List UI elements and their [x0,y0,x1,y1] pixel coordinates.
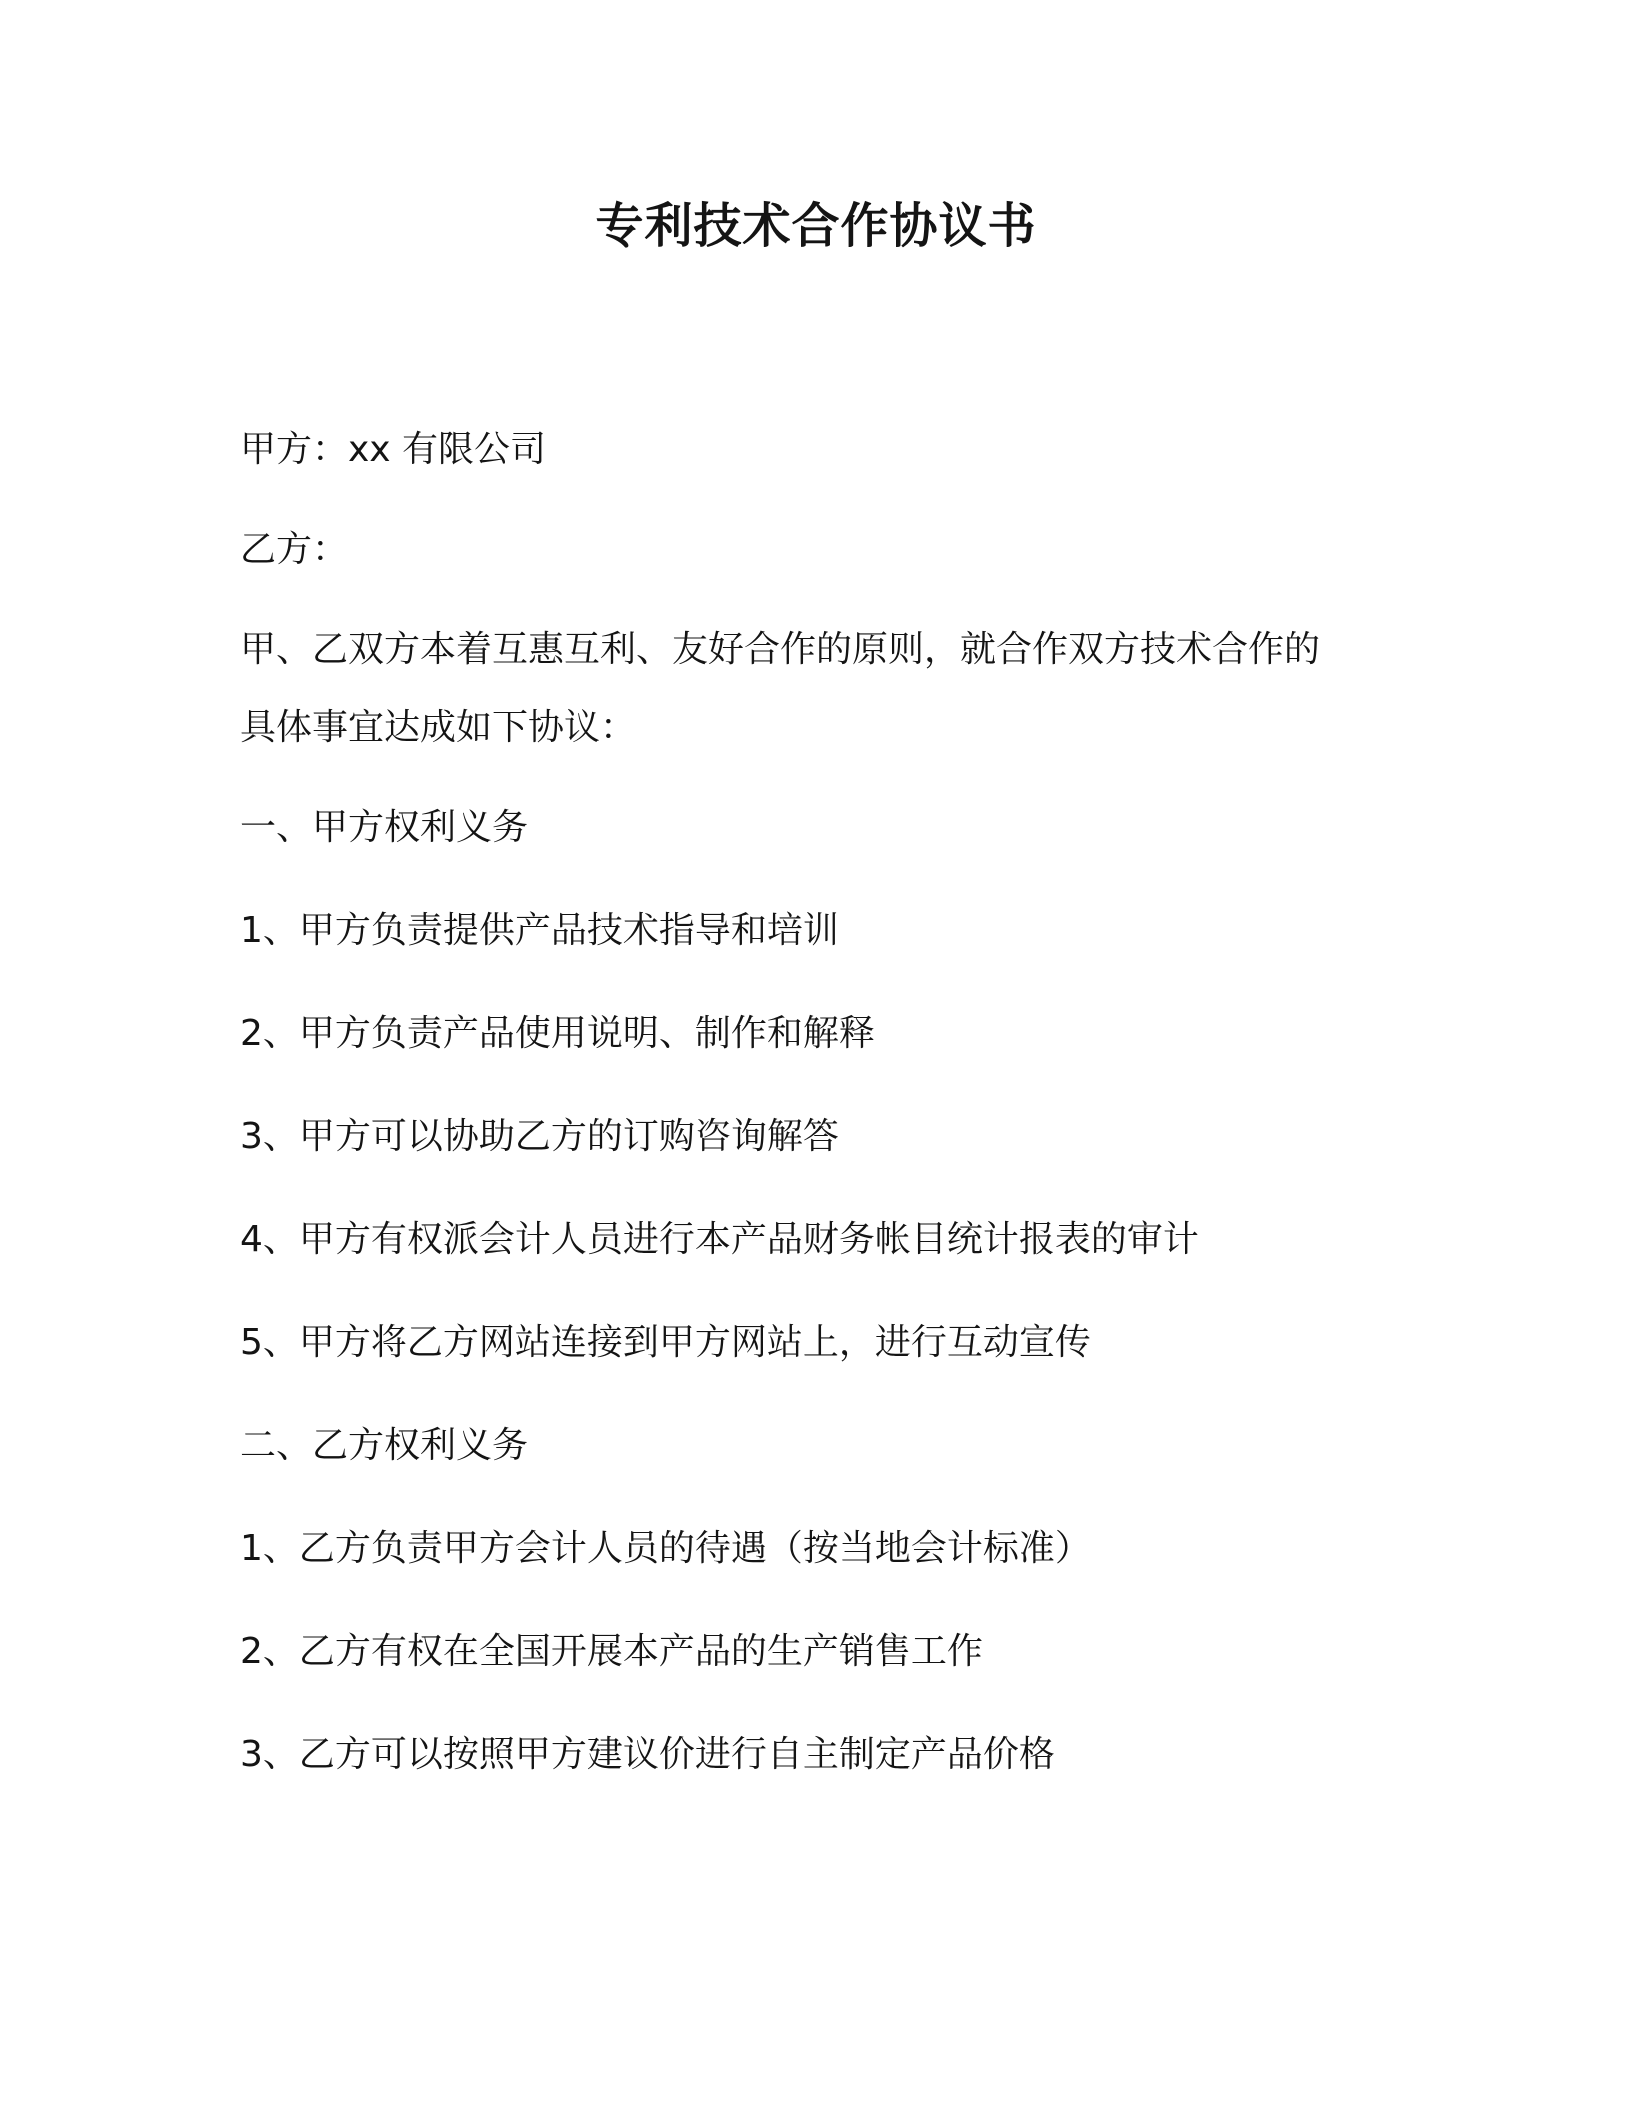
section-heading-party-b: 二、乙方权利义务 [240,1425,529,1466]
party-b-item-3: 3、乙方可以按照甲方建议价进行自主制定产品价格 [240,1734,1055,1775]
section-heading-party-a: 一、甲方权利义务 [240,807,529,848]
party-a-item-1: 1、甲方负责提供产品技术指导和培训 [240,910,839,951]
party-a-item-4: 4、甲方有权派会计人员进行本产品财务帐目统计报表的审计 [240,1219,1199,1260]
party-a-item-3: 3、甲方可以协助乙方的订购咨询解答 [240,1116,839,1157]
document-title: 专利技术合作协议书 [595,198,1037,254]
intro-paragraph-line-1: 甲、乙双方本着互惠互利、友好合作的原则，就合作双方技术合作的 [240,629,1321,670]
party-a-item-5: 5、甲方将乙方网站连接到甲方网站上，进行互动宣传 [240,1322,1091,1363]
party-b-item-2: 2、乙方有权在全国开展本产品的生产销售工作 [240,1631,983,1672]
party-b-item-1: 1、乙方负责甲方会计人员的待遇（按当地会计标准） [240,1528,1091,1569]
party-a-item-2: 2、甲方负责产品使用说明、制作和解释 [240,1013,875,1054]
party-a-line: 甲方：xx 有限公司 [240,429,547,470]
party-b-line: 乙方： [240,529,349,570]
intro-paragraph-line-2: 具体事宜达成如下协议： [240,707,637,748]
